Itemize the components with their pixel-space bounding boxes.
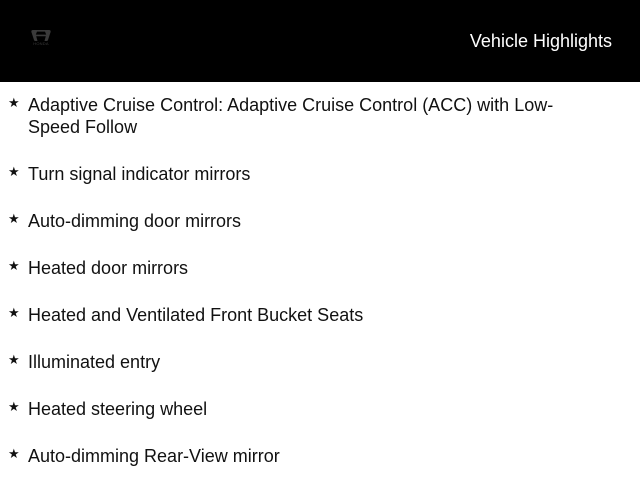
list-item — [0, 351, 640, 373]
list-item — [0, 210, 640, 232]
honda-h-icon — [26, 28, 56, 42]
highlight-text: Illuminated entry — [28, 352, 161, 372]
highlights-list — [0, 92, 640, 492]
highlight-text: Turn signal indicator mirrors — [28, 164, 251, 184]
list-item — [0, 163, 640, 185]
star-icon: ★ — [8, 306, 20, 321]
page-title: Vehicle Highlights — [469, 31, 612, 51]
logo-wordmark: HONDA — [33, 41, 49, 46]
star-icon: ★ — [8, 400, 20, 415]
list-item — [0, 445, 640, 467]
star-icon: ★ — [8, 165, 20, 180]
highlight-text: Adaptive Cruise Control: Adaptive Cruise Control (ACC) with Low-Speed Follow — [28, 95, 554, 137]
list-item — [0, 94, 640, 138]
header-bar — [0, 0, 640, 82]
highlight-text: Heated steering wheel — [28, 399, 208, 419]
star-icon: ★ — [8, 353, 20, 368]
highlight-text: Auto-dimming door mirrors — [28, 211, 242, 231]
highlight-text: Heated door mirrors — [28, 258, 189, 278]
list-item — [0, 257, 640, 279]
highlight-text: Heated and Ventilated Front Bucket Seats — [28, 305, 364, 325]
list-item — [0, 304, 640, 326]
highlight-text: Auto-dimming Rear-View mirror — [28, 446, 280, 466]
star-icon: ★ — [8, 212, 20, 227]
list-item — [0, 398, 640, 420]
star-icon: ★ — [8, 259, 20, 274]
star-icon: ★ — [8, 447, 20, 462]
honda-logo — [26, 28, 56, 48]
star-icon: ★ — [8, 96, 20, 111]
